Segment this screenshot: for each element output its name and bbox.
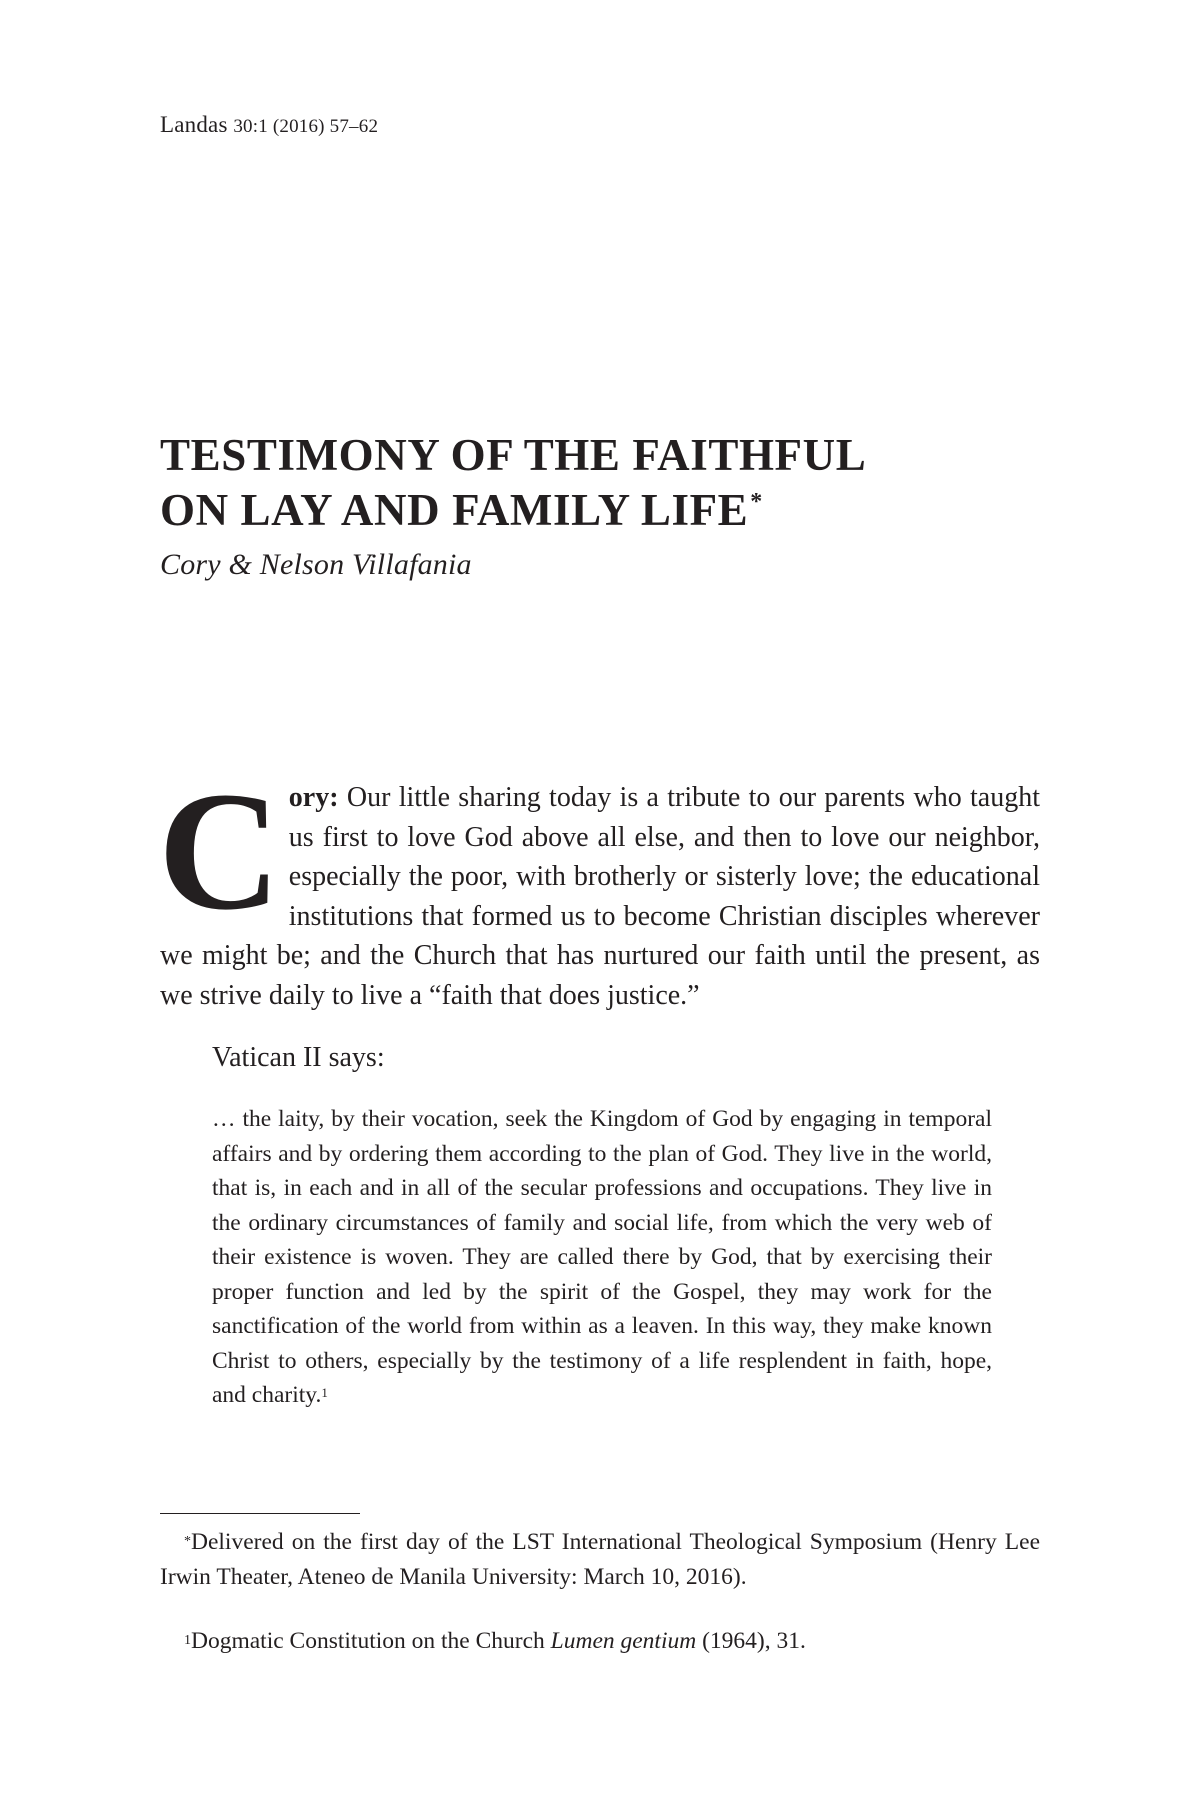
title-footnote-mark: * xyxy=(750,489,763,515)
footnote-2-text-after: (1964), 31. xyxy=(696,1628,806,1654)
opening-paragraph xyxy=(158,757,1040,1015)
quote-footnote-mark: 1 xyxy=(321,1385,328,1400)
paragraph-text xyxy=(158,757,1040,1015)
quote-intro: Vatican II says: xyxy=(212,1042,385,1073)
title-line-2-text: ON LAY AND FAMILY LIFE xyxy=(160,485,749,535)
journal-name: Landas xyxy=(160,112,228,137)
footnote-1-mark: * xyxy=(184,1534,191,1549)
speaker-label: ory: xyxy=(288,782,339,813)
footnote-2-italic-title: Lumen gentium xyxy=(550,1628,697,1654)
footnote-1-text: Delivered on the first day of the LST International Theological Symposium (Henry Lee Irwin Theater, Ateneo de Manila University: March 10, 2016). xyxy=(160,1529,1040,1590)
article-author: Cory & Nelson Villafania xyxy=(160,548,472,581)
footnote-divider xyxy=(160,1513,360,1514)
article-title xyxy=(160,428,1060,538)
footnote-2 xyxy=(160,1624,1040,1659)
footnote-2-mark: 1 xyxy=(184,1633,191,1648)
footnote-2-text-before: Dogmatic Constitution on the Church xyxy=(191,1628,551,1654)
running-head xyxy=(160,112,378,138)
title-line-2 xyxy=(160,483,1060,538)
footnote-1 xyxy=(160,1525,1040,1595)
paragraph-body: Our little sharing today is a tribute to our parents who taught us first to love God above all else, and then to love our neighbor, especially the poor, with brotherly or sisterly love; the educational institutions that formed us to become Christian disciples wherever we might be; and the Church that has nurtured our faith until the present, as we strive daily to live a “faith that does justice.” xyxy=(160,782,1040,1011)
title-line-1: TESTIMONY OF THE FAITHFUL xyxy=(160,430,867,480)
block-quote-text: … the laity, by their vocation, seek the Kingdom of God by engaging in temporal affairs and by ordering them according to the plan of God. They live in the world, that is, in each and in all of the secular professions and occupations. They live in the ordinary circumstances of family and social life, from which the very web of their existence is woven. They are called there by God, that by exercising their proper function and led by the spirit of the Gospel, they may work for the sanctification of the world from within as a leaven. In this way, they make known Christ to others, especially by the testimony of a life resplendent in faith, hope, and charity. xyxy=(212,1106,992,1408)
block-quote xyxy=(212,1102,992,1413)
drop-cap: C xyxy=(158,757,281,945)
journal-citation: 30:1 (2016) 57–62 xyxy=(233,116,379,137)
